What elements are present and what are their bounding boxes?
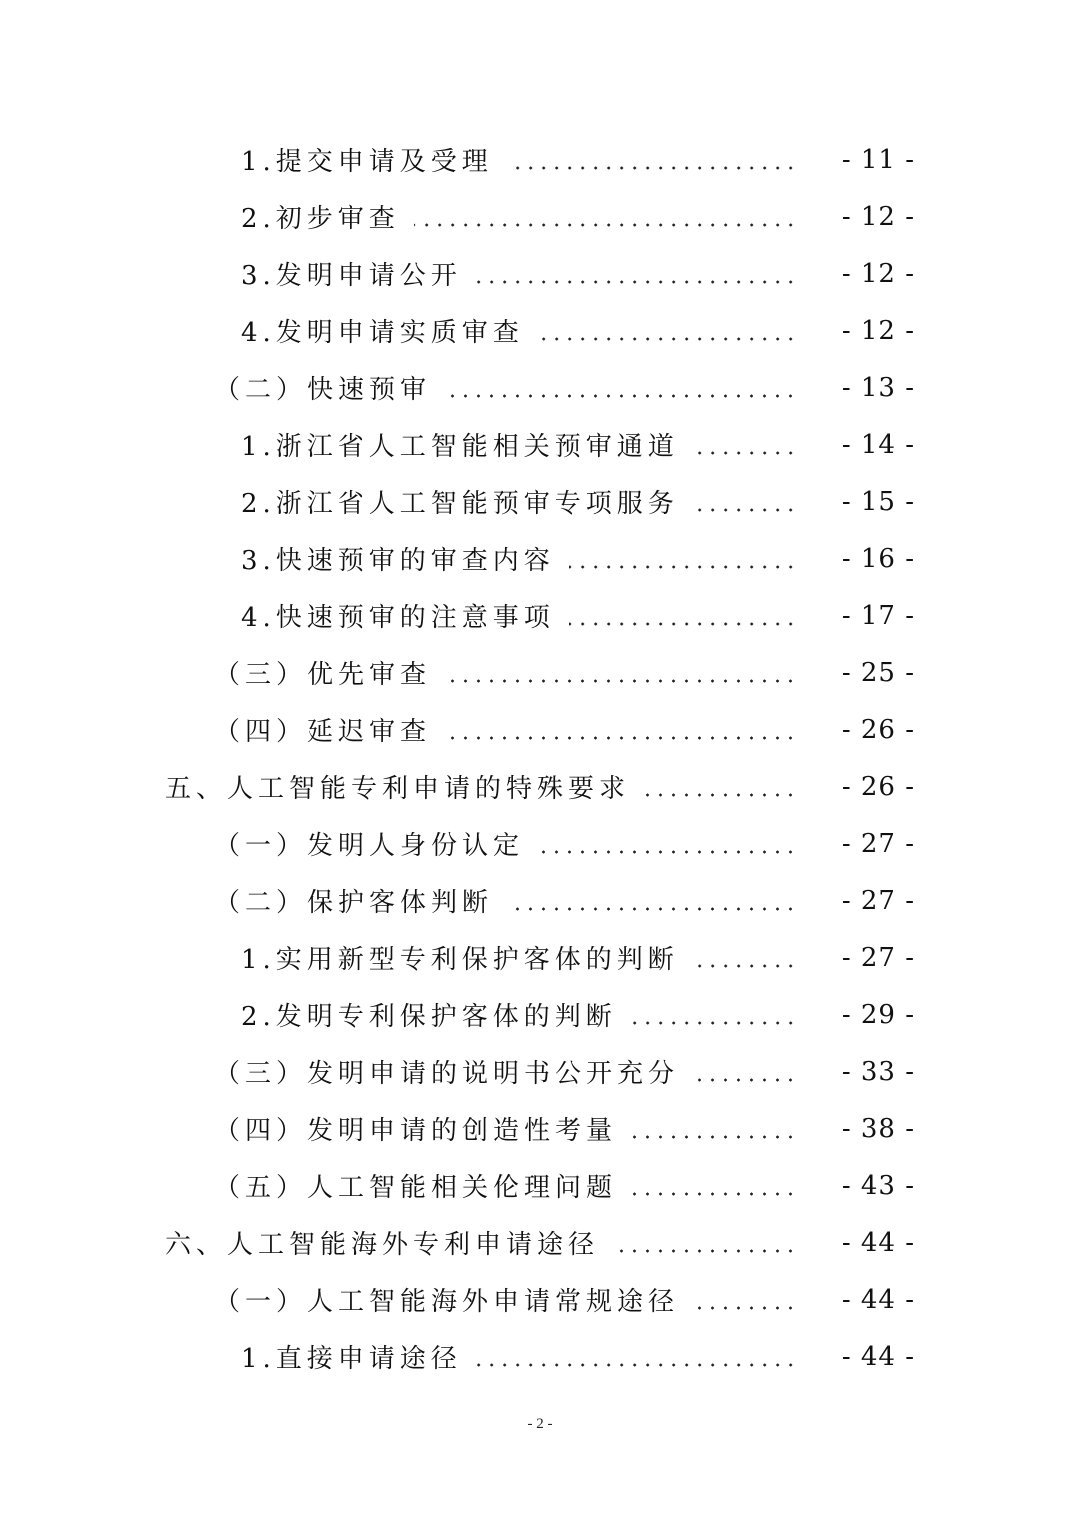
- toc-entry-label: 2.发明专利保护客体的判断: [241, 996, 623, 1033]
- toc-entry-label: 2.初步审查: [241, 198, 406, 235]
- toc-entry[interactable]: [0, 1100, 1080, 1157]
- toc-entry[interactable]: [0, 758, 1080, 815]
- toc-entry-page: - 27 -: [841, 942, 915, 973]
- toc-entry[interactable]: [0, 815, 1080, 872]
- toc-entry-label: 1.提交申请及受理: [241, 141, 499, 178]
- toc-entry[interactable]: [0, 986, 1080, 1043]
- toc-entry[interactable]: [0, 302, 1080, 359]
- dot-leader: [445, 736, 797, 740]
- toc-entry-label: 1.直接申请途径: [241, 1338, 468, 1375]
- dot-leader: [569, 622, 797, 626]
- dot-leader: [445, 394, 797, 398]
- toc-entry-page: - 12 -: [841, 201, 915, 232]
- dot-leader: [693, 964, 797, 968]
- dot-leader: [631, 1192, 797, 1196]
- toc-entry[interactable]: [0, 587, 1080, 644]
- toc-entry-page: - 29 -: [841, 999, 915, 1030]
- dot-leader: [644, 793, 797, 797]
- toc-entry-label: 2.浙江省人工智能预审专项服务: [241, 483, 685, 520]
- toc-entry-label: （一）发明人身份认定: [214, 825, 530, 862]
- toc-entry-page: - 14 -: [841, 429, 915, 460]
- toc-entry-label: （四）发明申请的创造性考量: [214, 1110, 623, 1147]
- dot-leader: [631, 1021, 797, 1025]
- toc-entry-page: - 27 -: [841, 885, 915, 916]
- toc-entry[interactable]: [0, 1043, 1080, 1100]
- toc-entry-label: （二）保护客体判断: [214, 882, 499, 919]
- dot-leader: [693, 508, 797, 512]
- toc-entry-page: - 11 -: [841, 144, 915, 175]
- dot-leader: [569, 565, 797, 569]
- dot-leader: [693, 451, 797, 455]
- dot-leader: [445, 679, 797, 683]
- dot-leader: [693, 1306, 797, 1310]
- dot-leader: [476, 1363, 797, 1367]
- toc-entry[interactable]: [0, 359, 1080, 416]
- toc-entry-page: - 13 -: [841, 372, 915, 403]
- dot-leader: [414, 223, 797, 227]
- dot-leader: [631, 1135, 797, 1139]
- toc-entry[interactable]: [0, 929, 1080, 986]
- toc-entry-page: - 27 -: [841, 828, 915, 859]
- toc-entry[interactable]: [0, 701, 1080, 758]
- toc-entry-page: - 38 -: [841, 1113, 915, 1144]
- toc-entry[interactable]: [0, 188, 1080, 245]
- toc-entry[interactable]: [0, 530, 1080, 587]
- toc-entry-label: （五）人工智能相关伦理问题: [214, 1167, 623, 1204]
- toc-entry-page: - 44 -: [841, 1227, 915, 1258]
- toc-entry-label: 4.发明申请实质审查: [241, 312, 530, 349]
- dot-leader: [613, 1249, 797, 1253]
- toc-entry-label: 1.浙江省人工智能相关预审通道: [241, 426, 685, 463]
- dot-leader: [538, 337, 797, 341]
- toc-entry-page: - 33 -: [841, 1056, 915, 1087]
- toc-entry-label: （三）发明申请的说明书公开充分: [214, 1053, 685, 1090]
- toc-entry-label: （三）优先审查: [214, 654, 437, 691]
- toc-entry[interactable]: [0, 644, 1080, 701]
- toc-entry-page: - 15 -: [841, 486, 915, 517]
- toc-entry[interactable]: [0, 1271, 1080, 1328]
- toc-entry[interactable]: [0, 131, 1080, 188]
- toc-entry-label: 六、人工智能海外专利申请途径: [165, 1224, 605, 1261]
- toc-entry-label: （一）人工智能海外申请常规途径: [214, 1281, 685, 1318]
- toc-entry-label: 3.发明申请公开: [241, 255, 468, 292]
- toc-entry-label: （四）延迟审查: [214, 711, 437, 748]
- table-of-contents: [0, 131, 1080, 1385]
- toc-entry[interactable]: [0, 245, 1080, 302]
- page-number: - 2 -: [527, 1416, 553, 1432]
- toc-entry-page: - 16 -: [841, 543, 915, 574]
- dot-leader: [476, 280, 797, 284]
- toc-entry-page: - 44 -: [841, 1341, 915, 1372]
- toc-entry[interactable]: [0, 1157, 1080, 1214]
- toc-entry-label: 1.实用新型专利保护客体的判断: [241, 939, 685, 976]
- toc-entry[interactable]: [0, 416, 1080, 473]
- dot-leader: [507, 907, 797, 911]
- toc-entry-label: （二）快速预审: [214, 369, 437, 406]
- toc-entry-page: - 26 -: [841, 714, 915, 745]
- toc-entry-label: 五、人工智能专利申请的特殊要求: [165, 768, 636, 805]
- toc-entry[interactable]: [0, 473, 1080, 530]
- toc-entry-page: - 12 -: [841, 258, 915, 289]
- toc-entry-page: - 12 -: [841, 315, 915, 346]
- toc-entry-page: - 26 -: [841, 771, 915, 802]
- toc-entry[interactable]: [0, 1328, 1080, 1385]
- toc-entry[interactable]: [0, 872, 1080, 929]
- dot-leader: [538, 850, 797, 854]
- toc-entry[interactable]: [0, 1214, 1080, 1271]
- toc-entry-page: - 43 -: [841, 1170, 915, 1201]
- toc-entry-page: - 17 -: [841, 600, 915, 631]
- toc-entry-label: 4.快速预审的注意事项: [241, 597, 561, 634]
- dot-leader: [693, 1078, 797, 1082]
- toc-entry-page: - 44 -: [841, 1284, 915, 1315]
- dot-leader: [507, 166, 797, 170]
- toc-entry-label: 3.快速预审的审查内容: [241, 540, 561, 577]
- toc-entry-page: - 25 -: [841, 657, 915, 688]
